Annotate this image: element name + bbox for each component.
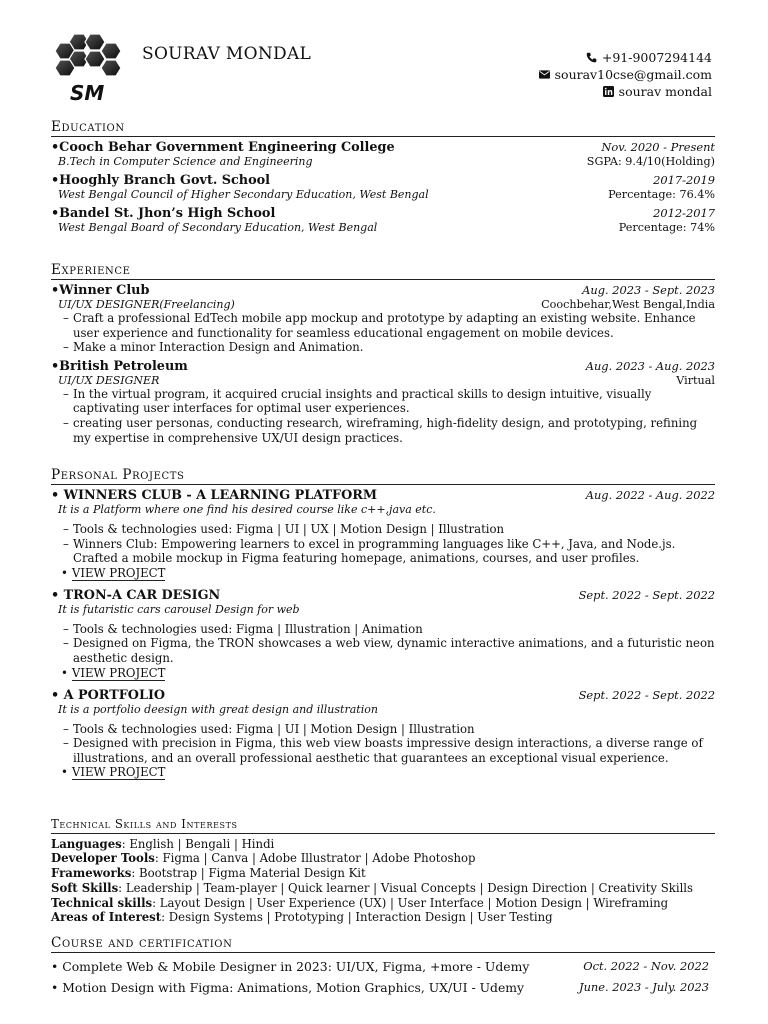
linkedin-icon [603, 86, 614, 97]
edu-date: Nov. 2020 - Present [601, 140, 715, 154]
phone-line[interactable] [539, 49, 712, 66]
cert-item [51, 977, 715, 998]
project-entry [51, 488, 715, 581]
project-name: • WINNERS CLUB - A LEARNING PLATFORM [51, 488, 378, 503]
org-name: •Winner Club [51, 283, 150, 298]
view-project-link[interactable]: VIEW PROJECT [71, 665, 166, 680]
school-name: •Hooghly Branch Govt. School [51, 173, 271, 188]
location: Coochbehar,West Bengal,India [541, 298, 715, 311]
project-point: – Tools & technologies used: Figma | Illustration | Animation [63, 622, 715, 637]
skill-row-frameworks: Frameworks: Bootstrap | Figma Material Design Kit [51, 866, 366, 881]
project-point: – Tools & technologies used: Figma | UI | Motion Design | Illustration [63, 722, 715, 737]
experience-entry [51, 283, 715, 355]
org-name: •British Petroleum [51, 358, 188, 374]
skill-row-areas-of-interest: Areas of Interest: Design Systems | Prototyping | Interaction Design | User Testing [51, 910, 553, 925]
cert-name: • Motion Design with Figma: Animations, Motion Graphics, UX/UI - Udemy [51, 980, 525, 995]
project-desc: It is a portfolio deesign with great design and illustration [58, 702, 378, 716]
linkedin-name: sourav mondal [618, 84, 712, 99]
email-icon [539, 69, 550, 80]
exp-date: Aug. 2023 - Sept. 2023 [582, 283, 715, 297]
cert-date: Oct. 2022 - Nov. 2022 [583, 959, 709, 973]
score: Percentage: 74% [618, 221, 715, 234]
section-title-projects: Personal Projects [51, 467, 715, 485]
board: West Bengal Council of Higher Secondary Education, West Bengal [58, 188, 429, 201]
email-line[interactable] [539, 66, 712, 83]
project-date: Aug. 2022 - Aug. 2022 [585, 488, 715, 502]
view-project-row: • VIEW PROJECT [61, 765, 166, 780]
view-project-row: • VIEW PROJECT [61, 565, 166, 580]
location: Virtual [676, 373, 715, 387]
section-title-education: Education [51, 119, 715, 137]
experience-section [51, 262, 715, 445]
exp-date: Aug. 2023 - Aug. 2023 [585, 358, 715, 373]
score: SGPA: 9.4/10(Holding) [586, 155, 715, 168]
sm-logo [52, 30, 126, 104]
exp-point: – In the virtual program, it acquired crucial insights and practical skills to design intuitive, visually captivating user interfaces for optimal user experiences. [63, 387, 715, 416]
education-section [51, 119, 715, 234]
skill-row-technical-skills: Technical skills: Layout Design | User Experience (UX) | User Interface | Motion Design | Wireframing [51, 895, 669, 910]
logo-text: SM [70, 81, 105, 104]
email-address: sourav10cse@gmail.com [554, 67, 712, 82]
section-title-certification: Course and certification [51, 935, 715, 953]
edu-date: 2017-2019 [653, 173, 715, 187]
section-title-experience: Experience [51, 262, 715, 280]
score: Percentage: 76.4% [608, 188, 715, 201]
skill-row-soft-skills: Soft Skills: Leadership | Team-player | Quick learner | Visual Concepts | Design Direction | Creativity Skills [51, 880, 694, 895]
role: UI/UX DESIGNER(Freelancing) [58, 298, 235, 311]
education-entry [51, 206, 715, 234]
phone-icon [586, 52, 597, 63]
section-title-skills: Technical Skills and Interests [51, 817, 715, 834]
exp-point: – Make a minor Interaction Design and Animation. [63, 340, 715, 355]
projects-section [51, 467, 715, 780]
education-entry [51, 173, 715, 201]
skill-row-languages: Languages: English | Bengali | Hindi [51, 836, 275, 851]
view-project-link[interactable]: VIEW PROJECT [71, 565, 166, 580]
school-name: •Bandel St. Jhon’s High School [51, 206, 276, 221]
education-entry [51, 140, 715, 168]
project-desc: It is a Platform where one find his desired course like c++,java etc. [58, 503, 436, 516]
degree: B.Tech in Computer Science and Engineering [58, 155, 313, 168]
exp-point: – Craft a professional EdTech mobile app mockup and prototype by adapting an existing website. Enhance user experience and functionality for seamless educational engagement on mobile devices. [63, 311, 715, 340]
candidate-name: SOURAV MONDAL [142, 44, 312, 64]
certification-section [51, 935, 715, 998]
skills-section [51, 817, 715, 925]
exp-point: – creating user personas, conducting research, wireframing, high-fidelity design, and prototyping, refining my expertise in comprehensive UX/UI design practices. [63, 416, 715, 445]
project-name: • TRON-A CAR DESIGN [51, 587, 221, 603]
project-desc: It is futaristic cars carousel Design for web [58, 602, 300, 616]
school-name: •Cooch Behar Government Engineering College [51, 140, 395, 155]
edu-date: 2012-2017 [653, 206, 715, 220]
cert-item [51, 956, 715, 977]
view-project-link[interactable]: VIEW PROJECT [71, 765, 166, 780]
project-entry [51, 588, 715, 681]
project-date: Sept. 2022 - Sept. 2022 [578, 587, 715, 602]
project-name: • A PORTFOLIO [51, 687, 166, 703]
view-project-row: • VIEW PROJECT [61, 665, 166, 680]
skill-row-developer-tools: Developer Tools: Figma | Canva | Adobe Illustrator | Adobe Photoshop [51, 851, 476, 866]
project-point: – Designed on Figma, the TRON showcases a web view, dynamic interactive animations, and a futuristic neon aesthetic design. [63, 636, 715, 665]
project-point: – Winners Club: Empowering learners to excel in programming languages like C++, Java, and Node.js. Crafted a mobile mockup in Figma featuring homepage, animations, courses, and user profiles. [63, 537, 715, 566]
project-point: – Tools & technologies used: Figma | UI | UX | Motion Design | Illustration [63, 522, 715, 537]
experience-entry [51, 359, 715, 445]
linkedin-line[interactable] [539, 83, 712, 100]
phone-number: +91-9007294144 [601, 50, 712, 65]
cert-name: • Complete Web & Mobile Designer in 2023: UI/UX, Figma, +more - Udemy [51, 959, 530, 974]
cert-date: June. 2023 - July. 2023 [579, 980, 709, 994]
contact-block [539, 49, 712, 100]
project-point: – Designed with precision in Figma, this web view boasts impressive design interactions, a diverse range of illustrations, and an overall professional aesthetic that guarantees an exceptional visual experience. [63, 736, 715, 765]
project-entry [51, 688, 715, 781]
board: West Bengal Board of Secondary Education, West Bengal [58, 221, 378, 234]
role: UI/UX DESIGNER [58, 373, 160, 387]
project-date: Sept. 2022 - Sept. 2022 [578, 687, 715, 702]
